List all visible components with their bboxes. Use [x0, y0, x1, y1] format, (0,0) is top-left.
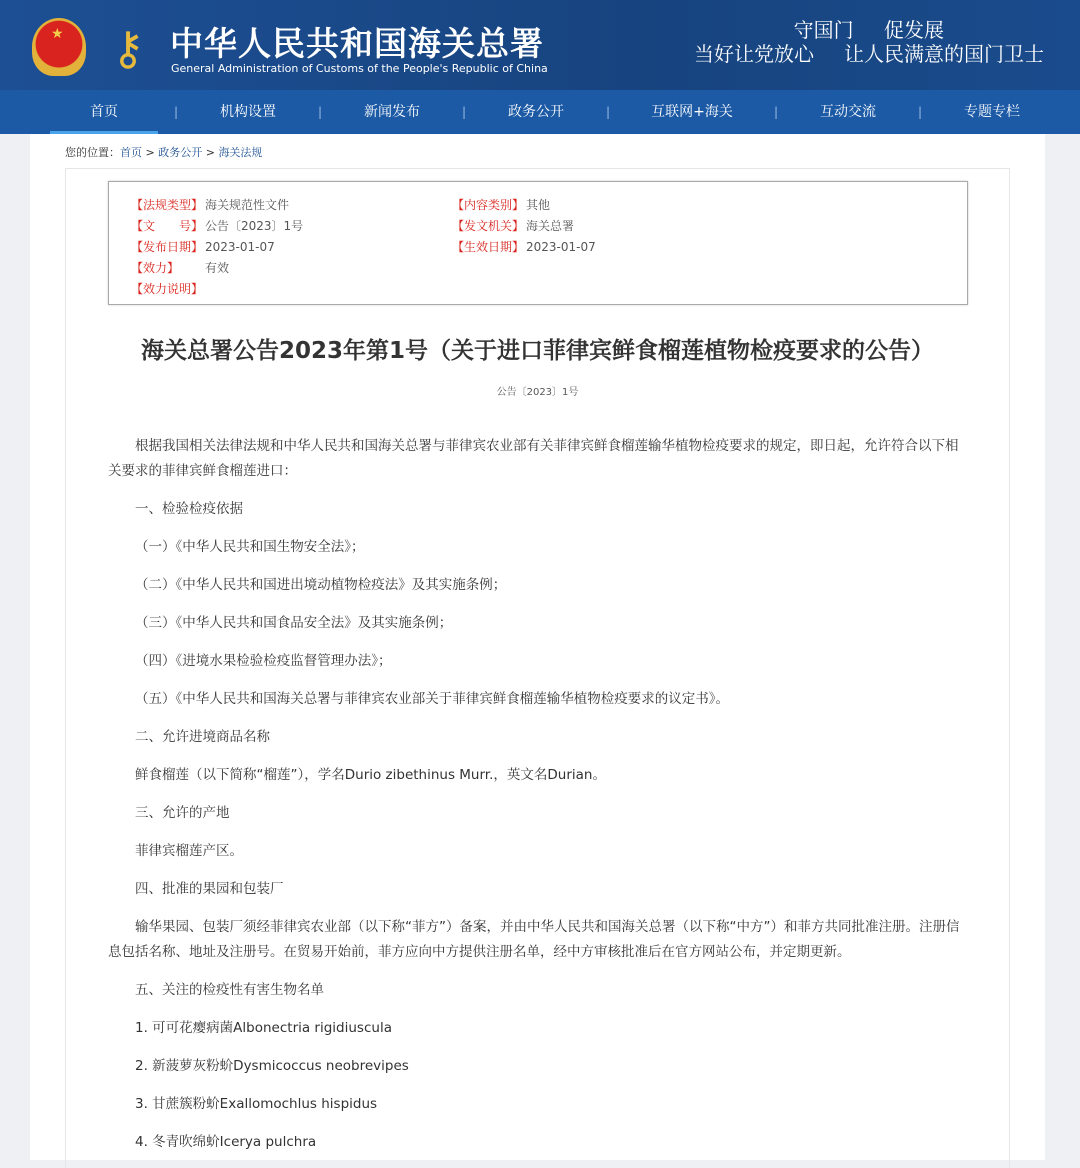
meta-label: 【文 号】	[131, 219, 204, 233]
breadcrumb-prefix: 您的位置：	[65, 146, 120, 159]
main-nav	[0, 90, 1080, 134]
site-title-en: General Administration of Customs of the People's Republic of China	[171, 62, 548, 75]
nav-home[interactable]: 首页	[50, 90, 158, 134]
site-title[interactable]: 中华人民共和国海关总署	[170, 24, 544, 63]
breadcrumb-gov[interactable]: 政务公开	[158, 146, 203, 159]
paragraph: 鲜食榴莲（以下简称“榴莲”），学名Durio zibethinus Murr.，英文名Durian。	[135, 767, 606, 783]
nav-divider: |	[773, 105, 779, 119]
article-body	[108, 434, 964, 1168]
nav-divider: |	[317, 105, 323, 119]
content-page	[30, 134, 1045, 1160]
breadcrumb	[65, 144, 262, 160]
paragraph: （四）《进境水果检验检疫监督管理办法》；	[135, 653, 392, 669]
meta-value: 公告〔2023〕1号	[205, 219, 304, 233]
breadcrumb-regulations[interactable]: 海关法规	[218, 146, 263, 159]
section-heading: 五、关注的检疫性有害生物名单	[135, 982, 324, 998]
nav-interaction[interactable]: 互动交流	[820, 104, 876, 120]
metadata-box	[108, 181, 968, 305]
paragraph: （二）《中华人民共和国进出境动植物检疫法》及其实施条例；	[135, 577, 507, 593]
meta-row	[131, 217, 303, 234]
meta-row	[452, 217, 574, 234]
nav-news[interactable]: 新闻发布	[364, 104, 420, 120]
slogan-text: 让人民满意的国门卫士	[844, 42, 1044, 66]
nav-government-affairs[interactable]: 政务公开	[508, 104, 564, 120]
paragraph: （三）《中华人民共和国食品安全法》及其实施条例；	[135, 615, 453, 631]
meta-label: 【生效日期】	[452, 240, 525, 254]
meta-row	[131, 196, 289, 213]
nav-internet-customs[interactable]: 互联网+海关	[651, 104, 733, 120]
meta-value: 海关总署	[526, 219, 575, 233]
section-heading: 三、允许的产地	[135, 805, 230, 821]
customs-emblem-icon: ⚷	[111, 21, 145, 75]
list-item: 2. 新菠萝灰粉蚧Dysmicoccus neobrevipes	[135, 1058, 409, 1074]
meta-label: 【法规类型】	[131, 198, 204, 212]
nav-divider: |	[605, 105, 611, 119]
section-heading: 四、批准的果园和包装厂	[135, 881, 284, 897]
list-item: 1. 可可花瘿病菌Albonectria rigidiuscula	[135, 1020, 392, 1036]
meta-row	[131, 259, 229, 276]
paragraph: （一）《中华人民共和国生物安全法》；	[135, 539, 365, 555]
paragraph: 输华果园、包装厂须经菲律宾农业部（以下称“菲方”）备案，并由中华人民共和国海关总署（以下称“中方”）和菲方共同批准注册。注册信息包括名称、地址及注册号。在贸易开始前，菲方应向中方提供注册名单，经中方审核批准后在官方网站公布，并定期更新。	[108, 919, 960, 960]
slogan-text: 当好让党放心	[694, 42, 814, 66]
meta-value: 2023-01-07	[526, 240, 596, 254]
article-title: 海关总署公告2023年第1号（关于进口菲律宾鲜食榴莲植物检疫要求的公告）	[140, 338, 935, 364]
nav-divider: |	[917, 105, 923, 119]
meta-label: 【发布日期】	[131, 240, 204, 254]
breadcrumb-home[interactable]: 首页	[120, 146, 142, 159]
meta-row	[452, 196, 550, 213]
article-doc-number: 公告〔2023〕1号	[496, 387, 579, 398]
meta-row	[131, 238, 275, 255]
meta-label: 【效力】	[131, 261, 180, 275]
slogan-text: 守国门	[793, 18, 854, 42]
national-emblem-icon	[32, 18, 86, 76]
list-item: 3. 甘蔗簇粉蚧Exallomochlus hispidus	[135, 1096, 378, 1112]
paragraph: 根据我国相关法律法规和中华人民共和国海关总署与菲律宾农业部有关菲律宾鲜食榴莲输华植物检疫要求的规定，即日起，允许符合以下相关要求的菲律宾鲜食榴莲进口：	[108, 438, 959, 479]
breadcrumb-sep: >	[205, 146, 215, 159]
section-heading: 二、允许进境商品名称	[135, 729, 270, 745]
section-heading: 一、检验检疫依据	[135, 501, 243, 517]
nav-organization[interactable]: 机构设置	[220, 104, 276, 120]
slogan-text: 促发展	[884, 18, 944, 42]
slogan	[694, 18, 1044, 66]
site-header	[0, 0, 1080, 90]
meta-label: 【内容类别】	[452, 198, 525, 212]
paragraph: 菲律宾榴莲产区。	[135, 843, 243, 859]
paragraph: （五）《中华人民共和国海关总署与菲律宾农业部关于菲律宾鲜食榴莲输华植物检疫要求的议定书》。	[135, 691, 729, 707]
nav-special-topics[interactable]: 专题专栏	[964, 104, 1020, 120]
meta-value: 有效	[205, 261, 230, 275]
meta-row	[131, 280, 205, 297]
meta-value: 其他	[526, 198, 551, 212]
nav-divider: |	[461, 105, 467, 119]
breadcrumb-sep: >	[145, 146, 155, 159]
meta-row	[452, 238, 596, 255]
nav-divider: |	[173, 105, 179, 119]
meta-label: 【发文机关】	[452, 219, 525, 233]
list-item: 4. 冬青吹绵蚧Icerya pulchra	[135, 1134, 317, 1150]
meta-value: 海关规范性文件	[205, 198, 290, 212]
meta-value: 2023-01-07	[205, 240, 275, 254]
meta-label: 【效力说明】	[131, 282, 204, 296]
